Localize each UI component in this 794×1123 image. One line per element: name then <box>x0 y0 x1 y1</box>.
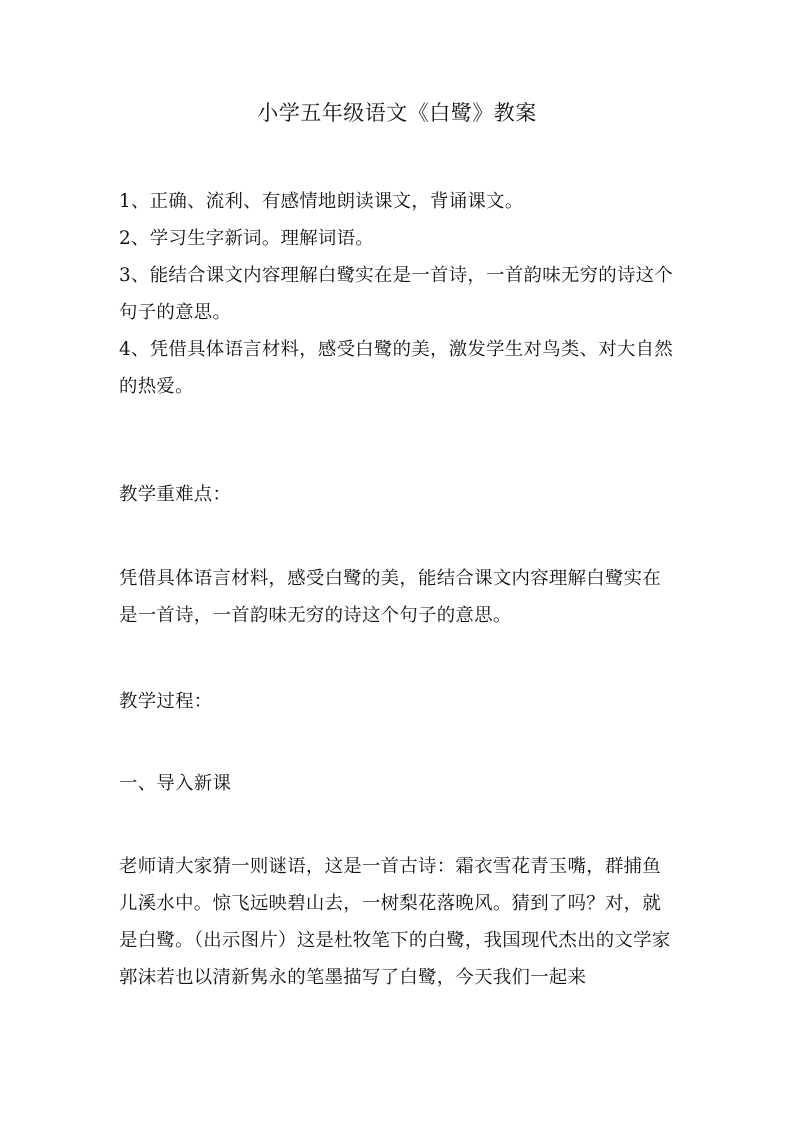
objective-item-4: 4、凭借具体语言材料，感受白鹭的美，激发学生对鸟类、对大自然的热爱。 <box>119 339 674 397</box>
intro-paragraph: 老师请大家猜一则谜语，这是一首古诗：霜衣雪花青玉嘴，群捕鱼儿溪水中。惊飞远映碧山去，一树梨花落晚风。猜到了吗？对，就是白鹭。（出示图片）这是杜牧笔下的白鹭，我国现代杰出的文学家郭沫若也以清新隽永的笔墨描写了白鹭，今天我们一起来 <box>119 856 671 988</box>
document-title: 小学五年级语文《白鹭》教案 <box>257 101 537 125</box>
objectives-list <box>119 183 679 405</box>
key-points-paragraph: 凭借具体语言材料，感受白鹭的美，能结合课文内容理解白鹭实在是一首诗，一首韵味无穷的诗这个句子的意思。 <box>119 568 662 626</box>
objective-item-2: 2、学习生字新词。理解词语。 <box>119 228 374 249</box>
objective-item-1: 1、正确、流利、有感情地朗读课文，背诵课文。 <box>119 191 524 212</box>
objective-item-3: 3、能结合课文内容理解白鹭实在是一首诗，一首韵味无穷的诗这个句子的意思。 <box>119 265 674 323</box>
key-points-label: 教学重难点： <box>119 484 232 505</box>
process-label: 教学过程： <box>119 691 213 712</box>
section-heading-intro: 一、导入新课 <box>119 773 232 794</box>
